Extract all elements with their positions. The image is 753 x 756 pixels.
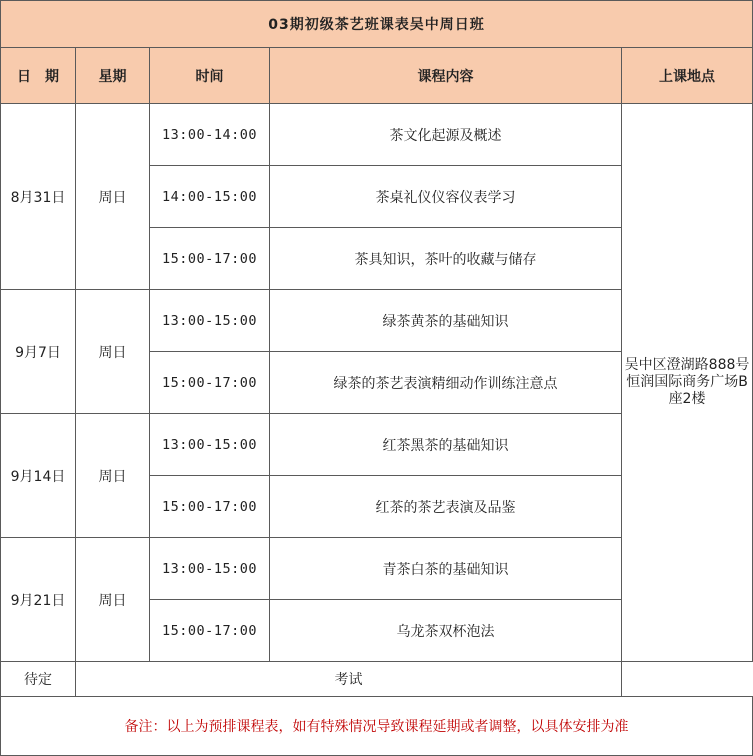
time-cell: 14:00-15:00 bbox=[150, 166, 270, 228]
course-cell: 绿茶的茶艺表演精细动作训练注意点 bbox=[270, 352, 622, 414]
location-cell: 吴中区澄湖路888号恒润国际商务广场B座2楼 bbox=[622, 104, 753, 662]
course-cell: 红茶黑茶的基础知识 bbox=[270, 414, 622, 476]
page-title: 03期初级茶艺班课表吴中周日班 bbox=[1, 1, 753, 48]
time-cell: 13:00-15:00 bbox=[150, 414, 270, 476]
header-time: 时间 bbox=[150, 48, 270, 104]
weekday-cell: 周日 bbox=[76, 104, 150, 290]
time-cell: 13:00-15:00 bbox=[150, 290, 270, 352]
course-cell: 茶文化起源及概述 bbox=[270, 104, 622, 166]
course-cell: 茶桌礼仪仪容仪表学习 bbox=[270, 166, 622, 228]
header-course: 课程内容 bbox=[270, 48, 622, 104]
weekday-cell: 周日 bbox=[76, 290, 150, 414]
weekday-cell: 周日 bbox=[76, 414, 150, 538]
date-cell: 9月21日 bbox=[1, 538, 76, 662]
date-cell: 9月7日 bbox=[1, 290, 76, 414]
note-row bbox=[1, 697, 753, 756]
header-location: 上课地点 bbox=[622, 48, 753, 104]
time-cell: 15:00-17:00 bbox=[150, 476, 270, 538]
note-text: 备注：以上为预排课程表，如有特殊情况导致课程延期或者调整，以具体安排为准 bbox=[1, 697, 753, 756]
exam-course-cell: 考试 bbox=[76, 662, 622, 697]
time-cell: 15:00-17:00 bbox=[150, 352, 270, 414]
time-cell: 13:00-15:00 bbox=[150, 538, 270, 600]
header-weekday: 星期 bbox=[76, 48, 150, 104]
course-cell: 乌龙茶双杯泡法 bbox=[270, 600, 622, 662]
header-date: 日 期 bbox=[1, 48, 76, 104]
time-cell: 15:00-17:00 bbox=[150, 600, 270, 662]
exam-date-cell: 待定 bbox=[1, 662, 76, 697]
course-cell: 茶具知识，茶叶的收藏与储存 bbox=[270, 228, 622, 290]
course-cell: 红茶的茶艺表演及品鉴 bbox=[270, 476, 622, 538]
exam-row bbox=[1, 662, 753, 697]
weekday-cell: 周日 bbox=[76, 538, 150, 662]
table-row bbox=[1, 104, 753, 166]
header-row bbox=[1, 48, 753, 104]
date-cell: 9月14日 bbox=[1, 414, 76, 538]
time-cell: 13:00-14:00 bbox=[150, 104, 270, 166]
course-cell: 绿茶黄茶的基础知识 bbox=[270, 290, 622, 352]
date-cell: 8月31日 bbox=[1, 104, 76, 290]
course-cell: 青茶白茶的基础知识 bbox=[270, 538, 622, 600]
time-cell: 15:00-17:00 bbox=[150, 228, 270, 290]
